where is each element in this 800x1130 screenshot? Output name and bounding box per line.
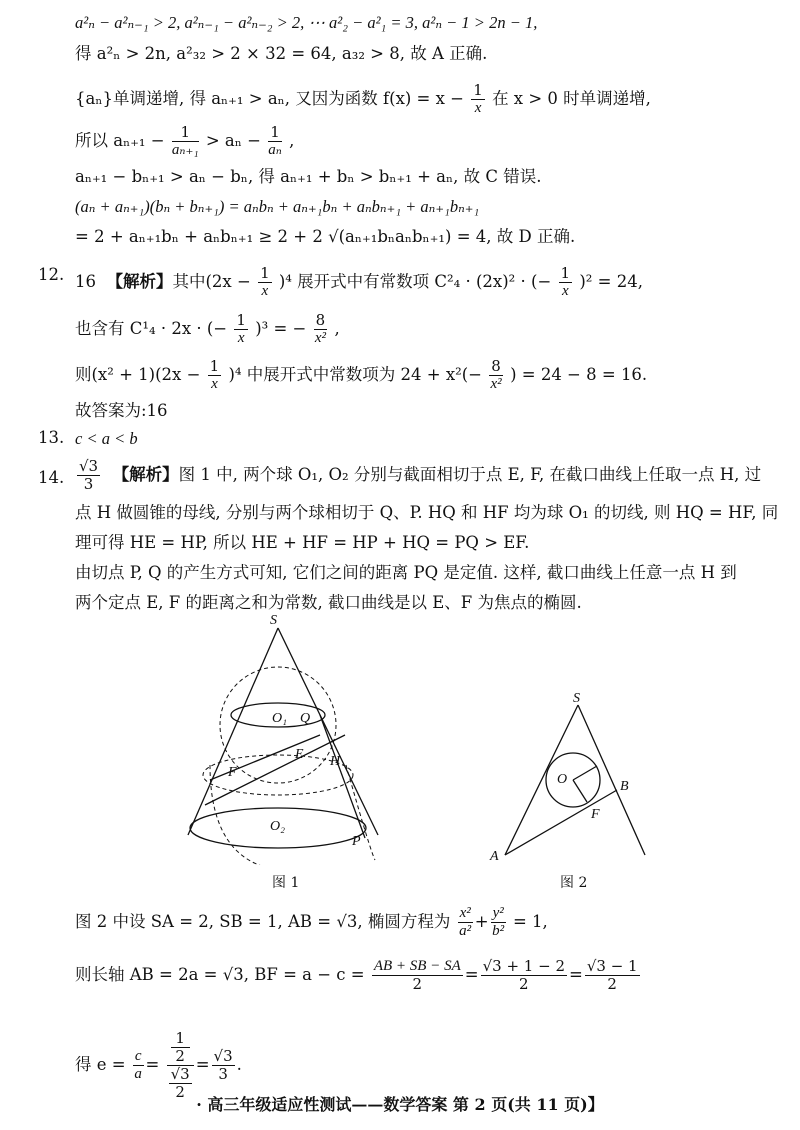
fraction-sqrt3-over-3: $\frac{√3}{3}$ <box>213 1047 233 1083</box>
figure-2-caption: 图 2 <box>560 875 588 891</box>
side-AB <box>505 790 617 855</box>
fraction-1-over-x: $\frac{1}{x}$ <box>209 357 220 392</box>
label-F: F <box>228 765 237 780</box>
q13-number: 13. <box>38 428 65 447</box>
fraction-c-over-a: $\frac{c}{a}$ <box>134 1048 142 1082</box>
fraction-ab-sb-sa: $\frac{AB + SB - SA}{2}$ <box>373 958 461 993</box>
fraction-sqrt3-minus-1: $\frac{√3 - 1}{2}$ <box>586 957 638 993</box>
fraction-1-over-x: $\frac{1}{x}$ <box>473 81 483 116</box>
q14-line-5: 两个定点 E, F 的距离之和为常数, 截口曲线是以 E、F 为焦点的椭圆. <box>75 593 582 612</box>
label-A: A <box>490 849 499 864</box>
eq-line-6: (aₙ + aₙ₊₁)(bₙ + bₙ₊₁) = aₙbₙ + aₙ₊₁bₙ + aₙbₙ₊₁ + aₙ₊₁bₙ₊₁ <box>75 197 480 216</box>
q14-line-3: 理可得 HE = HP, 所以 HE + HF = HP + HQ = PQ > EF. <box>75 533 530 552</box>
cone-left-generatrix <box>188 628 278 835</box>
label-B: B <box>620 779 629 794</box>
fig2-line-3: 得 e = $\frac{c}{a}$ = 1 2 √3 2 = $\frac{√3}{3}$ . <box>75 1029 242 1101</box>
fraction-1-over-an1: $\frac{1}{\text{aₙ₊₁}}$ <box>171 123 199 158</box>
q14-line-1: $\frac{√3}{3}$ 【解析】图 1 中, 两个球 O₁, O₂ 分别与截面相切于点 E, F, 在截口曲线上任取一点 H, 过 <box>79 457 762 493</box>
q14-number: 14. <box>38 468 65 487</box>
label-E-upper: E <box>295 747 304 762</box>
fraction-1-over-x: $\frac{1}{x}$ <box>236 311 246 346</box>
fraction-1-over-an: $\frac{1}{\text{aₙ}}$ <box>268 123 282 158</box>
q12-line-4: 故答案为:16 <box>75 401 168 420</box>
label-H: H <box>330 754 341 769</box>
section-plane-front <box>205 735 345 805</box>
eq-line-7: = 2 + aₙ₊₁bₙ + aₙbₙ₊₁ ≥ 2 + 2 √(aₙ₊₁bₙaₙbₙ₊₁) = 4, 故 D 正确. <box>75 227 576 246</box>
figure-1-caption: 图 1 <box>272 875 300 891</box>
radius-OB <box>573 766 597 780</box>
fraction-sqrt3-plus-1-minus-2: $\frac{√3 + 1 - 2}{2}$ <box>482 957 565 993</box>
side-SB <box>578 705 645 855</box>
sphere-O2-left <box>210 765 278 865</box>
label-F: F <box>591 807 600 822</box>
radius-OF <box>573 780 587 802</box>
fraction-y2-over-b2: $\frac{\text{y²}}{\text{b²}}$ <box>492 905 505 939</box>
q13-answer: c < a < b <box>75 429 138 448</box>
q14-line-2: 点 H 做圆锥的母线, 分别与两个球相切于 Q、P. HQ 和 HF 均为球 O₁ 的切线, 则 HQ = HF, 同 <box>75 503 779 522</box>
fraction-sqrt3-over-3: $\frac{√3}{3}$ <box>79 457 99 493</box>
figure-2-triangle-diagram <box>485 690 665 870</box>
q12-line-2: 也含有 C¹₄ · 2x · (− $\frac{1}{x}$ )³ = − $\frac{8}{\text{x²}}$ , <box>75 311 340 346</box>
label-S: S <box>573 691 580 706</box>
eq-line-3: {aₙ}单调递增, 得 aₙ₊₁ > aₙ, 又因为函数 f(x) = x − $\frac{1}{x}$ 在 x > 0 时单调递增, <box>75 81 651 116</box>
label-S: S <box>270 613 277 628</box>
fig2-line-2: 则长轴 AB = 2a = √3, BF = a − c = $\frac{AB + SB - SA}{2}$ = $\frac{√3 + 1 - 2}{2}$ = $\frac{√3 - 1}{2}$ <box>75 957 638 993</box>
q14-line-4: 由切点 P, Q 的产生方式可知, 它们之间的距离 PQ 是定值. 这样, 截口曲线上任意一点 H 到 <box>75 563 737 582</box>
eq-line-2: 得 a²ₙ > 2n, a²₃₂ > 2 × 32 = 64, a₃₂ > 8, 故 A 正确. <box>75 44 488 63</box>
cone-right-generatrix <box>278 628 378 835</box>
label-Q: Q <box>300 711 311 726</box>
label-O: O <box>557 772 568 787</box>
fraction-8-over-x2: $\frac{8}{\text{x²}}$ <box>314 311 326 346</box>
q12-line-1: 16 【解析】其中(2x − $\frac{1}{x}$ )⁴ 展开式中有常数项 C²₄ · (2x)² · (− $\frac{1}{x}$ )² = 24, <box>75 264 643 299</box>
compound-fraction: 1 2 √3 2 <box>167 1030 194 1101</box>
eq-line-5: aₙ₊₁ − bₙ₊₁ > aₙ − bₙ, 得 aₙ₊₁ + bₙ > bₙ₊₁ + aₙ, 故 C 错误. <box>75 167 542 186</box>
fraction-1-over-x: $\frac{1}{x}$ <box>560 264 571 299</box>
fig2-line-1: 图 2 中设 SA = 2, SB = 1, AB = √3, 椭圆方程为 $\frac{\text{x²}}{\text{a²}}$ + $\frac{\text{y²}}{\text{b²}}$ = 1, <box>75 905 548 939</box>
label-O1: O₁ <box>272 711 287 726</box>
q12-number: 12. <box>38 265 65 284</box>
figure-1-cone-diagram <box>170 610 400 865</box>
fraction-x2-over-a2: $\frac{\text{x²}}{\text{a²}}$ <box>459 905 472 939</box>
label-O2: O₂ <box>270 819 285 834</box>
fraction-8-over-x2: $\frac{8}{\text{x²}}$ <box>490 357 502 392</box>
eq-line-4: 所以 aₙ₊₁ − $\frac{1}{\text{aₙ₊₁}}$ > aₙ − $\frac{1}{\text{aₙ}}$ , <box>75 123 295 158</box>
fraction-1-over-x: $\frac{1}{x}$ <box>260 264 270 299</box>
eq-line-1: a²ₙ − a²ₙ₋₁ > 2, a²ₙ₋₁ − a²ₙ₋₂ > 2, ⋯ a²₂ − a²₁ = 3, a²ₙ − 1 > 2n − 1, <box>75 13 538 32</box>
q12-line-3: 则(x² + 1)(2x − $\frac{1}{x}$ )⁴ 中展开式中常数项为 24 + x²(− $\frac{8}{\text{x²}}$ ) = 24 − 8 = 16. <box>75 357 648 392</box>
page-footer: · 高三年级适应性测试——数学答案 第 2 页(共 11 页)】 <box>196 1095 604 1114</box>
label-P: P <box>352 834 361 849</box>
generatrix-through-H <box>320 715 365 838</box>
